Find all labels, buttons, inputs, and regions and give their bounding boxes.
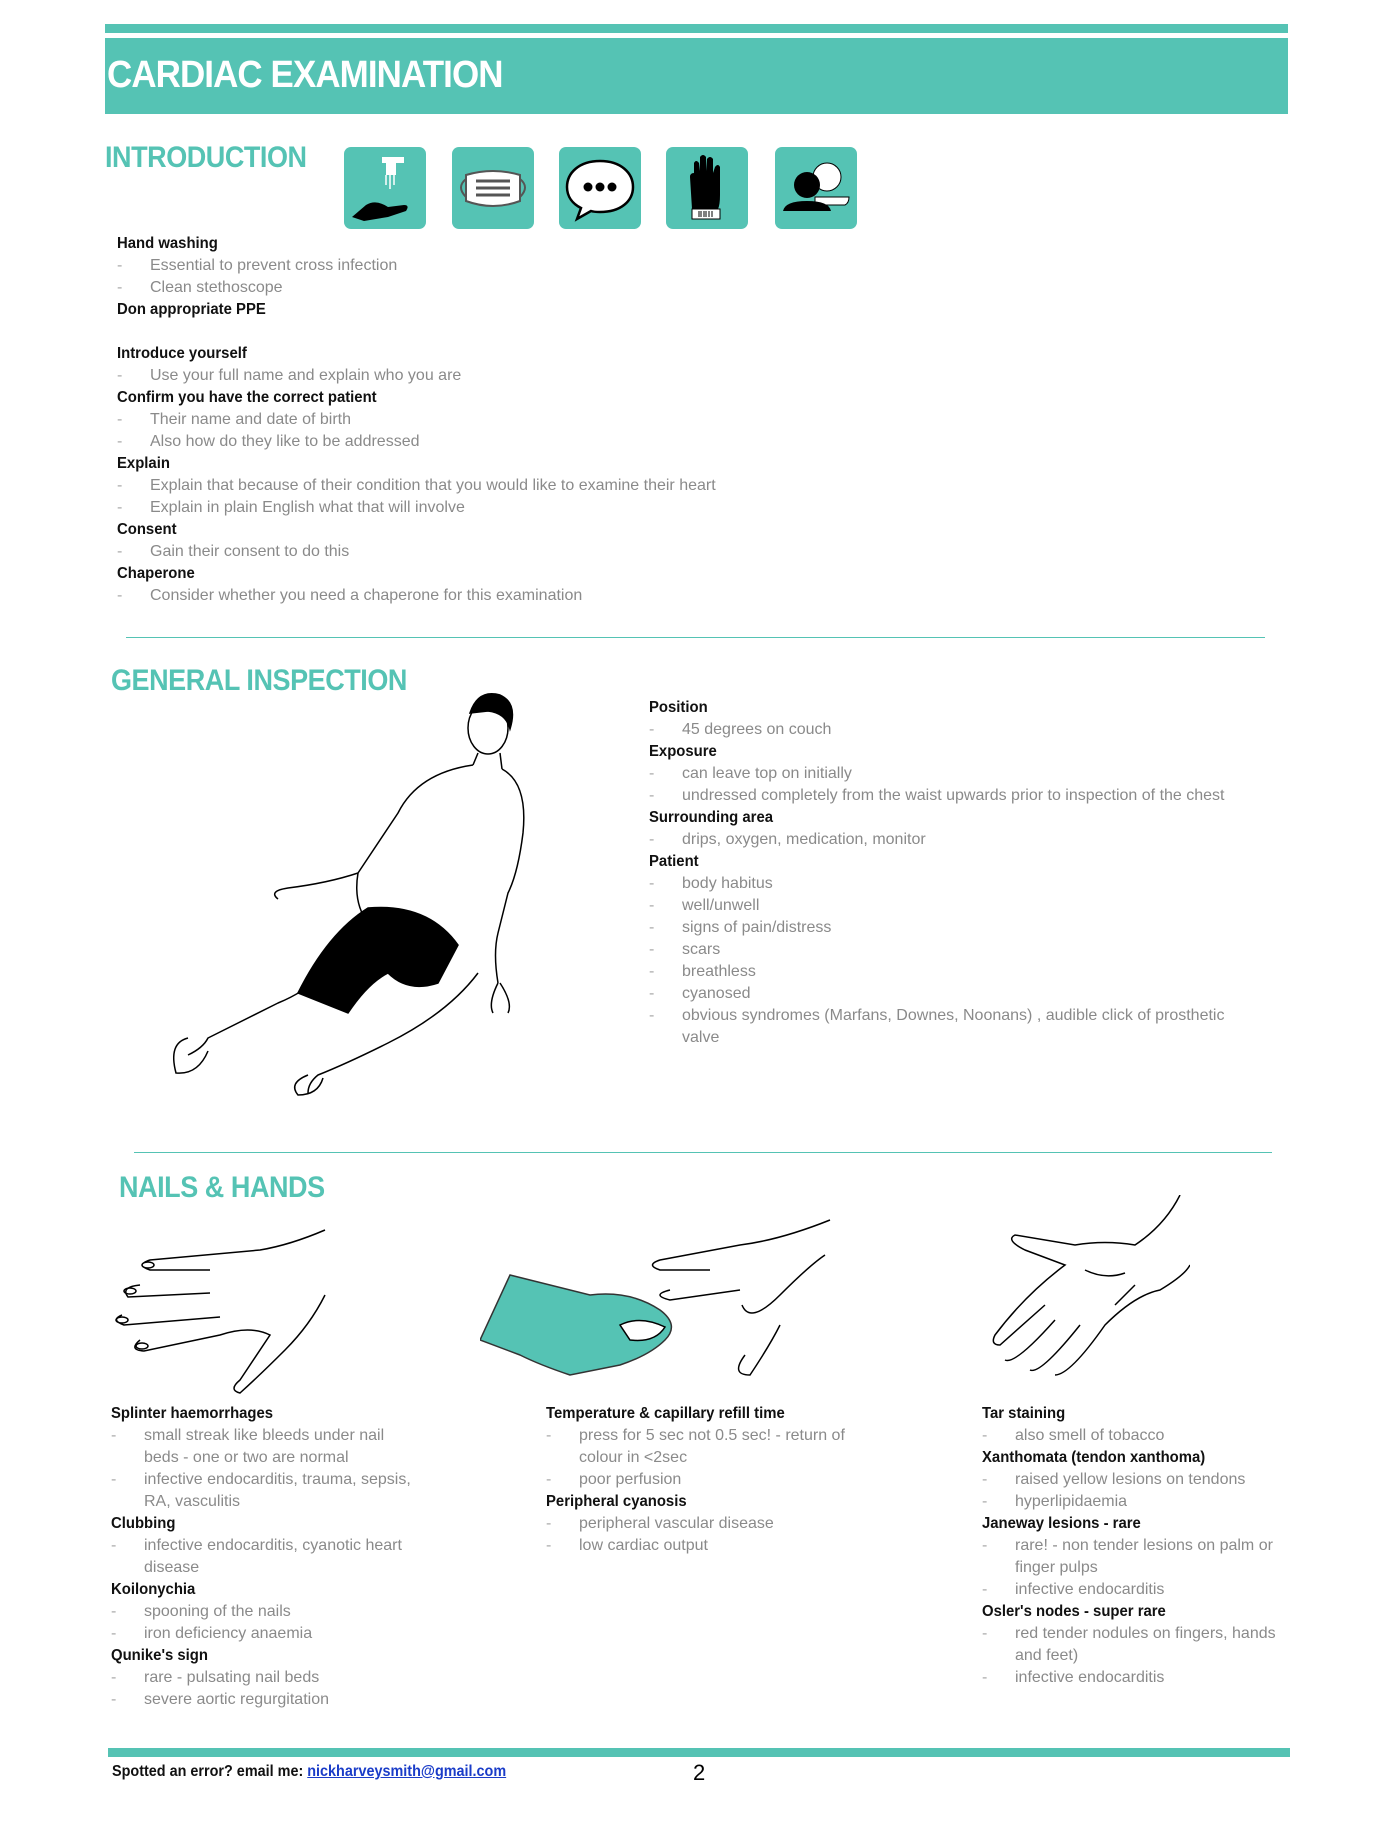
list-item	[982, 1469, 1282, 1491]
subheading: Osler's nodes - super rare	[982, 1603, 1166, 1620]
list-item	[111, 1425, 411, 1469]
list-item-text: Explain in plain English what that will involve	[150, 499, 465, 516]
list-item	[117, 365, 1017, 387]
list-item	[546, 1513, 846, 1535]
list-item	[111, 1689, 411, 1711]
dash-bullet: -	[649, 919, 655, 936]
list-item-text: infective endocarditis	[1015, 1669, 1165, 1686]
list-item	[649, 763, 1239, 785]
dash-bullet: -	[111, 1669, 117, 1686]
dash-bullet: -	[649, 963, 655, 980]
page-title: CARDIAC EXAMINATION	[107, 54, 503, 96]
capillary-refill-illustration	[480, 1215, 840, 1400]
dash-bullet: -	[111, 1603, 117, 1620]
dash-bullet: -	[111, 1625, 117, 1642]
list-item	[649, 917, 1239, 939]
list-item	[117, 585, 1017, 607]
list-item-text: Also how do they like to be addressed	[150, 433, 420, 450]
nails-hands-column-2	[546, 1403, 846, 1557]
palm-illustration	[985, 1195, 1190, 1385]
list-item-text: red tender nodules on fingers, hands and feet)	[1015, 1625, 1276, 1664]
dash-bullet: -	[649, 875, 655, 892]
list-item	[546, 1469, 846, 1491]
top-rule	[105, 24, 1288, 33]
list-item-text: obvious syndromes (Marfans, Downes, Noonans) , audible click of prosthetic valve	[682, 1007, 1225, 1046]
list-item-text: peripheral vascular disease	[579, 1515, 774, 1532]
list-item	[649, 939, 1239, 961]
hand-washing-icon	[344, 147, 426, 229]
subheading: Janeway lesions - rare	[982, 1515, 1141, 1532]
list-item-text: undressed completely from the waist upwards prior to inspection of the chest	[682, 787, 1225, 804]
list-item	[111, 1667, 411, 1689]
list-item	[117, 497, 1017, 519]
list-item-text: infective endocarditis	[1015, 1581, 1165, 1598]
subheading: Splinter haemorrhages	[111, 1405, 274, 1422]
subheading: Surrounding area	[649, 809, 774, 826]
dash-bullet: -	[117, 587, 123, 604]
list-item	[649, 829, 1239, 851]
footer-prompt: Spotted an error? email me:	[112, 1763, 308, 1780]
list-item-text: hyperlipidaemia	[1015, 1493, 1128, 1510]
subheading: Clubbing	[111, 1515, 176, 1532]
list-item-text: poor perfusion	[579, 1471, 682, 1488]
list-item-text: also smell of tobacco	[1015, 1427, 1165, 1444]
subheading: Qunike's sign	[111, 1647, 208, 1664]
dash-bullet: -	[111, 1427, 117, 1444]
dash-bullet: -	[111, 1537, 117, 1554]
list-item	[982, 1425, 1282, 1447]
dash-bullet: -	[982, 1471, 988, 1488]
dash-bullet: -	[982, 1537, 988, 1554]
list-item-text: raised yellow lesions on tendons	[1015, 1471, 1246, 1488]
list-item-text: breathless	[682, 963, 756, 980]
list-item	[649, 895, 1239, 917]
title-banner	[105, 38, 1288, 114]
list-item-text: spooning of the nails	[144, 1603, 291, 1620]
speech-bubble-icon	[559, 147, 641, 229]
list-item	[117, 475, 1017, 497]
list-item	[982, 1667, 1282, 1689]
introduction-content	[117, 233, 1017, 607]
list-item	[649, 961, 1239, 983]
dash-bullet: -	[982, 1625, 988, 1642]
dash-bullet: -	[117, 499, 123, 516]
dash-bullet: -	[546, 1471, 552, 1488]
dash-bullet: -	[649, 897, 655, 914]
subheading: Introduce yourself	[117, 345, 247, 362]
patient-identity-icon	[775, 147, 857, 229]
list-item-text: well/unwell	[682, 897, 760, 914]
subheading: Tar staining	[982, 1405, 1066, 1422]
spacer	[117, 321, 1017, 343]
section-title-general-inspection: GENERAL INSPECTION	[111, 664, 407, 697]
dash-bullet: -	[982, 1669, 988, 1686]
list-item	[111, 1469, 411, 1513]
list-item	[117, 277, 1017, 299]
dash-bullet: -	[982, 1493, 988, 1510]
dash-bullet: -	[117, 257, 123, 274]
subheading: Hand washing	[117, 235, 218, 252]
list-item-text: Explain that because of their condition that you would like to examine their heart	[150, 477, 716, 494]
subheading: Consent	[117, 521, 177, 538]
list-item	[117, 541, 1017, 563]
list-item-text: rare - pulsating nail beds	[144, 1669, 320, 1686]
dash-bullet: -	[117, 367, 123, 384]
dash-bullet: -	[649, 1007, 655, 1024]
list-item-text: Clean stethoscope	[150, 279, 283, 296]
list-item-text: small streak like bleeds under nail beds - one or two are normal	[144, 1427, 385, 1466]
dash-bullet: -	[546, 1537, 552, 1554]
dash-bullet: -	[546, 1515, 552, 1532]
subheading: Chaperone	[117, 565, 195, 582]
dash-bullet: -	[982, 1581, 988, 1598]
face-mask-icon	[452, 147, 534, 229]
subheading: Xanthomata (tendon xanthoma)	[982, 1449, 1206, 1466]
subheading: Confirm you have the correct patient	[117, 389, 377, 406]
dash-bullet: -	[546, 1427, 552, 1444]
list-item	[117, 409, 1017, 431]
dash-bullet: -	[649, 721, 655, 738]
list-item-text: 45 degrees on couch	[682, 721, 832, 738]
subheading: Temperature & capillary refill time	[546, 1405, 785, 1422]
list-item	[546, 1425, 846, 1469]
dash-bullet: -	[117, 543, 123, 560]
section-title-nails-hands: NAILS & HANDS	[119, 1171, 325, 1204]
subheading: Explain	[117, 455, 170, 472]
list-item	[117, 431, 1017, 453]
list-item-text: infective endocarditis, trauma, sepsis, RA, vasculitis	[144, 1471, 411, 1510]
dash-bullet: -	[117, 279, 123, 296]
list-item-text: low cardiac output	[579, 1537, 708, 1554]
dash-bullet: -	[117, 411, 123, 428]
subheading: Koilonychia	[111, 1581, 196, 1598]
list-item-text: scars	[682, 941, 721, 958]
page-number: 2	[693, 1760, 706, 1785]
list-item	[982, 1535, 1282, 1579]
list-item-text: Essential to prevent cross infection	[150, 257, 398, 274]
subheading: Patient	[649, 853, 699, 870]
list-item	[111, 1623, 411, 1645]
list-item-text: infective endocarditis, cyanotic heart disease	[144, 1537, 402, 1576]
subheading: Don appropriate PPE	[117, 301, 266, 318]
list-item	[111, 1535, 411, 1579]
list-item-text: Their name and date of birth	[150, 411, 352, 428]
list-item	[117, 255, 1017, 277]
dash-bullet: -	[117, 477, 123, 494]
dash-bullet: -	[982, 1427, 988, 1444]
list-item	[649, 1005, 1239, 1049]
dash-bullet: -	[649, 831, 655, 848]
list-item-text: drips, oxygen, medication, monitor	[682, 831, 926, 848]
general-inspection-content	[649, 697, 1239, 1049]
list-item	[649, 983, 1239, 1005]
subheading: Exposure	[649, 743, 717, 760]
footer-rule	[108, 1748, 1290, 1757]
list-item-text: signs of pain/distress	[682, 919, 832, 936]
email-link[interactable]: nickharveysmith@gmail.com	[307, 1763, 507, 1780]
footer-note	[112, 1763, 506, 1781]
list-item-text: iron deficiency anaemia	[144, 1625, 313, 1642]
dash-bullet: -	[649, 787, 655, 804]
section-title-introduction: INTRODUCTION	[105, 141, 307, 174]
list-item	[111, 1601, 411, 1623]
list-item-text: cyanosed	[682, 985, 751, 1002]
list-item	[649, 873, 1239, 895]
list-item	[982, 1491, 1282, 1513]
nails-hands-column-1	[111, 1403, 411, 1711]
dash-bullet: -	[649, 941, 655, 958]
subheading: Position	[649, 699, 708, 716]
list-item	[982, 1579, 1282, 1601]
dash-bullet: -	[649, 765, 655, 782]
list-item-text: Consider whether you need a chaperone for this examination	[150, 587, 583, 604]
hand-nails-illustration	[110, 1225, 335, 1395]
dash-bullet: -	[117, 433, 123, 450]
subheading: Peripheral cyanosis	[546, 1493, 687, 1510]
list-item-text: severe aortic regurgitation	[144, 1691, 329, 1708]
list-item-text: can leave top on initially	[682, 765, 852, 782]
dash-bullet: -	[111, 1471, 117, 1488]
list-item	[982, 1623, 1282, 1667]
list-item-text: rare! - non tender lesions on palm or finger pulps	[1015, 1537, 1273, 1576]
list-item-text: press for 5 sec not 0.5 sec! - return of colour in <2sec	[579, 1427, 845, 1466]
glove-wristband-icon	[666, 147, 748, 229]
reclining-patient-illustration	[128, 683, 528, 1098]
section-divider	[134, 1152, 1272, 1153]
list-item-text: body habitus	[682, 875, 773, 892]
section-divider	[126, 637, 1265, 638]
list-item	[649, 785, 1239, 807]
list-item	[546, 1535, 846, 1557]
list-item	[649, 719, 1239, 741]
dash-bullet: -	[111, 1691, 117, 1708]
list-item-text: Gain their consent to do this	[150, 543, 350, 560]
dash-bullet: -	[649, 985, 655, 1002]
nails-hands-column-3	[982, 1403, 1282, 1689]
list-item-text: Use your full name and explain who you are	[150, 367, 462, 384]
